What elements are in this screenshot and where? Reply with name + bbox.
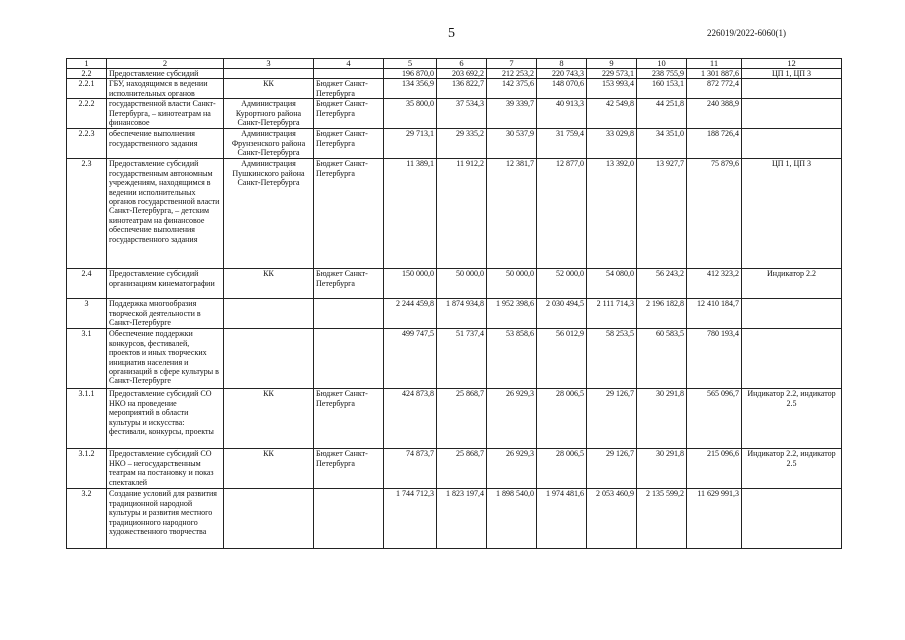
value-col5: 499 747,5	[384, 329, 437, 389]
value-col8: 56 012,9	[537, 329, 587, 389]
column-number-header: 11	[687, 59, 742, 69]
value-col9: 29 126,7	[587, 389, 637, 449]
funding-source: Бюджет Санкт-Петербурга	[314, 159, 384, 269]
value-col7: 30 537,9	[487, 129, 537, 159]
value-col7: 26 929,3	[487, 389, 537, 449]
value-col8: 28 006,5	[537, 449, 587, 489]
value-col5: 196 870,0	[384, 69, 437, 79]
row-number: 2.4	[67, 269, 107, 299]
total-value: 1 301 887,6	[687, 69, 742, 79]
value-col10: 60 583,5	[637, 329, 687, 389]
column-number-header: 5	[384, 59, 437, 69]
value-col6: 50 000,0	[437, 269, 487, 299]
value-col6: 29 335,2	[437, 129, 487, 159]
indicator	[742, 489, 842, 549]
value-col5: 11 389,1	[384, 159, 437, 269]
value-col8: 31 759,4	[537, 129, 587, 159]
indicator	[742, 299, 842, 329]
item-name: Предоставление субсидий СО НКО на проведение мероприятий в области культуры и искусства: фестивали, конкурсы, проекты	[107, 389, 224, 449]
value-col9: 229 573,1	[587, 69, 637, 79]
indicator: ЦП 1, ЦП 3	[742, 69, 842, 79]
table-row	[67, 299, 842, 329]
column-number-header: 10	[637, 59, 687, 69]
page-number: 5	[448, 26, 455, 41]
total-value: 215 096,6	[687, 449, 742, 489]
executor: Администрация Пушкинского района Санкт-Петербурга	[224, 159, 314, 269]
column-number-header: 6	[437, 59, 487, 69]
value-col9: 54 080,0	[587, 269, 637, 299]
value-col8: 2 030 494,5	[537, 299, 587, 329]
item-name: ГБУ, находящимся в ведении исполнительных органов	[107, 79, 224, 99]
table-row	[67, 389, 842, 449]
value-col5: 29 713,1	[384, 129, 437, 159]
value-col7: 53 858,6	[487, 329, 537, 389]
row-number: 3.2	[67, 489, 107, 549]
value-col8: 52 000,0	[537, 269, 587, 299]
value-col7: 50 000,0	[487, 269, 537, 299]
value-col10: 30 291,8	[637, 449, 687, 489]
value-col5: 35 800,0	[384, 99, 437, 129]
indicator: ЦП 1, ЦП 3	[742, 159, 842, 269]
item-name: Предоставление субсидий организациям кинематографии	[107, 269, 224, 299]
value-col9: 29 126,7	[587, 449, 637, 489]
value-col7: 142 375,6	[487, 79, 537, 99]
value-col5: 1 744 712,3	[384, 489, 437, 549]
row-number: 2.2.3	[67, 129, 107, 159]
value-col6: 136 822,7	[437, 79, 487, 99]
executor	[224, 489, 314, 549]
value-col5: 2 244 459,8	[384, 299, 437, 329]
item-name: Создание условий для развития традиционной народной культуры и развития местного традиционного народного художественного творчества	[107, 489, 224, 549]
row-number: 2.2.2	[67, 99, 107, 129]
value-col8: 148 070,6	[537, 79, 587, 99]
value-col6: 37 534,3	[437, 99, 487, 129]
table-row	[67, 99, 842, 129]
value-col9: 13 392,0	[587, 159, 637, 269]
row-number: 2.2	[67, 69, 107, 79]
value-col10: 2 135 599,2	[637, 489, 687, 549]
value-col10: 34 351,0	[637, 129, 687, 159]
executor: КК	[224, 269, 314, 299]
executor: КК	[224, 449, 314, 489]
indicator	[742, 79, 842, 99]
indicator	[742, 329, 842, 389]
executor	[224, 69, 314, 79]
funding-source	[314, 329, 384, 389]
value-col7: 39 339,7	[487, 99, 537, 129]
funding-source: Бюджет Санкт-Петербурга	[314, 129, 384, 159]
value-col10: 56 243,2	[637, 269, 687, 299]
funding-source	[314, 69, 384, 79]
indicator: Индикатор 2.2, индикатор 2.5	[742, 389, 842, 449]
value-col10: 44 251,8	[637, 99, 687, 129]
item-name: государственной власти Санкт-Петербурга, – кинотеатрам на финансовое	[107, 99, 224, 129]
total-value: 188 726,4	[687, 129, 742, 159]
value-col6: 25 868,7	[437, 449, 487, 489]
indicator: Индикатор 2.2	[742, 269, 842, 299]
executor: Администрация Фрунзенского района Санкт-Петербурга	[224, 129, 314, 159]
item-name: Обеспечение поддержки конкурсов, фестивалей, проектов и иных творческих инициатив населения и организаций в сфере культуры в Санкт-Петербурге	[107, 329, 224, 389]
table-row	[67, 449, 842, 489]
value-col6: 11 912,2	[437, 159, 487, 269]
value-col10: 2 196 182,8	[637, 299, 687, 329]
executor: Администрация Курортного района Санкт-Петербурга	[224, 99, 314, 129]
funding-source: Бюджет Санкт-Петербурга	[314, 99, 384, 129]
indicator: Индикатор 2.2, индикатор 2.5	[742, 449, 842, 489]
table-row	[67, 129, 842, 159]
column-number-header: 9	[587, 59, 637, 69]
column-number-header: 7	[487, 59, 537, 69]
value-col9: 42 549,8	[587, 99, 637, 129]
total-value: 872 772,4	[687, 79, 742, 99]
value-col10: 160 153,1	[637, 79, 687, 99]
value-col8: 1 974 481,6	[537, 489, 587, 549]
value-col6: 1 874 934,8	[437, 299, 487, 329]
executor: КК	[224, 389, 314, 449]
total-value: 565 096,7	[687, 389, 742, 449]
funding-source	[314, 299, 384, 329]
total-value: 780 193,4	[687, 329, 742, 389]
row-number: 3.1	[67, 329, 107, 389]
table-row	[67, 489, 842, 549]
value-col7: 26 929,3	[487, 449, 537, 489]
value-col5: 150 000,0	[384, 269, 437, 299]
value-col10: 13 927,7	[637, 159, 687, 269]
total-value: 75 879,6	[687, 159, 742, 269]
total-value: 240 388,9	[687, 99, 742, 129]
value-col5: 74 873,7	[384, 449, 437, 489]
table-row	[67, 79, 842, 99]
item-name: Предоставление субсидий государственным автономным учреждениям, находящимся в ведении исполнительных органов государственной власти Санкт-Петербурга, – детским кинотеатрам на финансовое обеспечение выполнения государственного задания	[107, 159, 224, 269]
value-col8: 40 913,3	[537, 99, 587, 129]
value-col5: 134 356,9	[384, 79, 437, 99]
column-number-header: 2	[107, 59, 224, 69]
table-row	[67, 159, 842, 269]
budget-table	[66, 58, 842, 549]
funding-source: Бюджет Санкт-Петербурга	[314, 269, 384, 299]
document-id: 226019/2022-6060(1)	[707, 28, 786, 38]
row-number: 3.1.2	[67, 449, 107, 489]
value-col10: 30 291,8	[637, 389, 687, 449]
item-name: Предоставление субсидий СО НКО – негосударственным театрам на постановку и показ спектаклей	[107, 449, 224, 489]
item-name: Предоставление субсидий	[107, 69, 224, 79]
value-col8: 12 877,0	[537, 159, 587, 269]
funding-source: Бюджет Санкт-Петербурга	[314, 449, 384, 489]
row-number: 3	[67, 299, 107, 329]
value-col9: 33 029,8	[587, 129, 637, 159]
executor	[224, 329, 314, 389]
column-number-header: 8	[537, 59, 587, 69]
total-value: 12 410 184,7	[687, 299, 742, 329]
item-name: Поддержка многообразия творческой деятельности в Санкт-Петербурге	[107, 299, 224, 329]
executor	[224, 299, 314, 329]
value-col9: 58 253,5	[587, 329, 637, 389]
executor: КК	[224, 79, 314, 99]
value-col7: 1 898 540,0	[487, 489, 537, 549]
value-col10: 238 755,9	[637, 69, 687, 79]
header-row	[67, 59, 842, 69]
value-col8: 28 006,5	[537, 389, 587, 449]
row-number: 2.2.1	[67, 79, 107, 99]
value-col6: 51 737,4	[437, 329, 487, 389]
column-number-header: 12	[742, 59, 842, 69]
column-number-header: 4	[314, 59, 384, 69]
value-col9: 153 993,4	[587, 79, 637, 99]
total-value: 412 323,2	[687, 269, 742, 299]
table-row	[67, 269, 842, 299]
value-col5: 424 873,8	[384, 389, 437, 449]
value-col9: 2 111 714,3	[587, 299, 637, 329]
value-col6: 203 692,2	[437, 69, 487, 79]
value-col7: 12 381,7	[487, 159, 537, 269]
table-row	[67, 69, 842, 79]
value-col7: 1 952 398,6	[487, 299, 537, 329]
row-number: 3.1.1	[67, 389, 107, 449]
indicator	[742, 129, 842, 159]
indicator	[742, 99, 842, 129]
funding-source: Бюджет Санкт-Петербурга	[314, 389, 384, 449]
value-col8: 220 743,3	[537, 69, 587, 79]
funding-source	[314, 489, 384, 549]
item-name: обеспечение выполнения государственного задания	[107, 129, 224, 159]
column-number-header: 1	[67, 59, 107, 69]
funding-source: Бюджет Санкт-Петербурга	[314, 79, 384, 99]
table-row	[67, 329, 842, 389]
total-value: 11 629 991,3	[687, 489, 742, 549]
value-col7: 212 253,2	[487, 69, 537, 79]
column-number-header: 3	[224, 59, 314, 69]
row-number: 2.3	[67, 159, 107, 269]
value-col9: 2 053 460,9	[587, 489, 637, 549]
value-col6: 1 823 197,4	[437, 489, 487, 549]
value-col6: 25 868,7	[437, 389, 487, 449]
